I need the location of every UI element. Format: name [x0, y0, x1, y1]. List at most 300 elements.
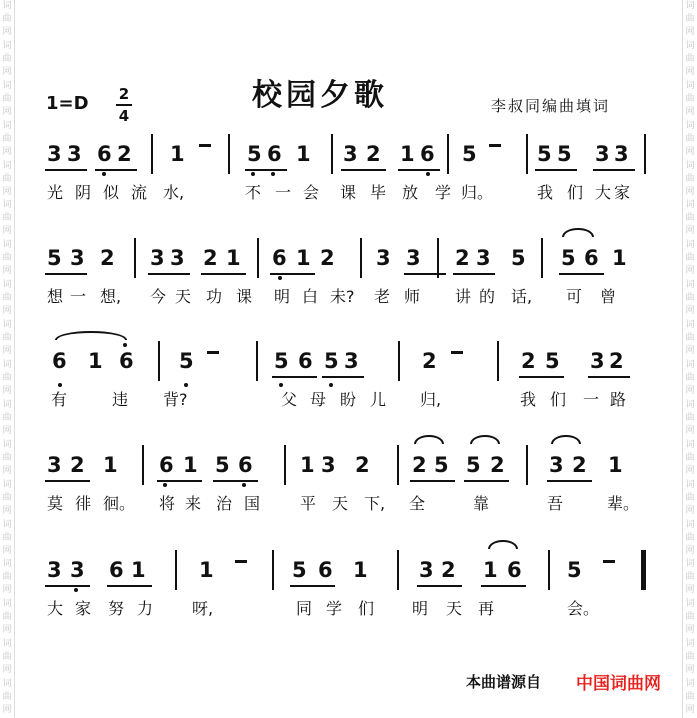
barline: [548, 550, 550, 590]
octave-dot: [242, 483, 246, 487]
barline: [497, 341, 499, 381]
note-digit: 3: [419, 558, 434, 582]
note-digit: 6: [420, 142, 435, 166]
eighth-beam: [593, 169, 635, 171]
note-digit: 6: [272, 246, 287, 270]
note-digit: 3: [614, 142, 629, 166]
note-digit: 2: [412, 453, 427, 477]
note-digit: 2: [366, 142, 381, 166]
note-digit: 5: [545, 349, 560, 373]
eighth-beam: [45, 480, 90, 482]
note-digit: 2: [320, 246, 335, 270]
lyric-syllable: 今: [150, 287, 167, 306]
lyric-syllable: 明: [274, 287, 291, 306]
eighth-beam: [45, 585, 90, 587]
watermark-glyph: 曲: [685, 412, 695, 423]
watermark-glyph: 曲: [2, 612, 12, 623]
lyric-syllable: 我: [520, 390, 537, 409]
watermark-glyph: 词: [685, 399, 695, 410]
watermark-glyph: 网: [685, 585, 695, 596]
score-system: [0, 445, 697, 530]
note-digit: 1: [131, 558, 146, 582]
watermark-glyph: 网: [2, 306, 12, 317]
note-digit: 2: [117, 142, 132, 166]
octave-dot: [102, 172, 106, 176]
watermark-glyph: 网: [685, 386, 695, 397]
watermark-glyph: 词: [685, 439, 695, 450]
watermark-glyph: 词: [685, 519, 695, 530]
eighth-beam: [404, 273, 446, 275]
lyric-syllable: 未?: [330, 287, 355, 306]
sustain-dash: [235, 560, 247, 563]
score-system: [0, 238, 697, 323]
lyric-syllable: 大: [47, 599, 64, 618]
lyric-syllable: 一: [70, 287, 87, 306]
lyric-syllable: 盼: [340, 390, 357, 409]
octave-dot: [58, 383, 62, 387]
lyric-syllable: 母: [310, 390, 327, 409]
watermark-glyph: 网: [685, 306, 695, 317]
barline: [256, 341, 258, 381]
barline: [257, 238, 259, 278]
lyric-syllable: 曾: [600, 287, 617, 306]
watermark-glyph: 曲: [685, 293, 695, 304]
watermark-glyph: 网: [685, 346, 695, 357]
watermark-glyph: 曲: [2, 53, 12, 64]
lyric-syllable: 莫: [47, 494, 64, 513]
watermark-glyph: 词: [2, 1, 12, 11]
note-digit: 6: [97, 142, 112, 166]
octave-dot: [163, 483, 167, 487]
score-system: [0, 341, 697, 426]
watermark-glyph: 曲: [685, 492, 695, 503]
eighth-beam: [290, 585, 335, 587]
note-digit: 3: [170, 246, 185, 270]
lyric-syllable: 师: [404, 287, 421, 306]
watermark-glyph: 曲: [2, 333, 12, 344]
watermark-glyph: 词: [2, 519, 12, 530]
time-signature-line: [116, 104, 132, 106]
lyric-syllable: 们: [358, 599, 375, 618]
note-digit: 2: [441, 558, 456, 582]
watermark-glyph: 曲: [685, 692, 695, 703]
lyric-syllable: 会。: [567, 599, 600, 618]
note-digit: 6: [267, 142, 282, 166]
watermark-glyph: 网: [685, 266, 695, 277]
note-digit: 3: [70, 558, 85, 582]
watermark-glyph: 网: [2, 186, 12, 197]
watermark-glyph: 词: [2, 80, 12, 91]
lyric-syllable: 呀,: [192, 599, 214, 618]
watermark-glyph: 曲: [2, 133, 12, 144]
octave-dot: [251, 172, 255, 176]
barline: [228, 134, 230, 174]
lyric-syllable: 归,: [420, 390, 442, 409]
lyric-syllable: 再: [478, 599, 495, 618]
eighth-beam: [341, 169, 386, 171]
lyric-syllable: 们: [567, 183, 584, 202]
lyric-syllable: 路: [610, 390, 627, 409]
note-digit: 5: [247, 142, 262, 166]
lyric-syllable: 的: [479, 287, 496, 306]
note-digit: 6: [584, 246, 599, 270]
watermark-glyph: 网: [2, 665, 12, 676]
lyric-syllable: 课: [236, 287, 253, 306]
watermark-glyph: 曲: [685, 93, 695, 104]
watermark-glyph: 网: [2, 106, 12, 117]
eighth-beam: [322, 376, 364, 378]
lyric-syllable: 光: [47, 183, 64, 202]
lyric-syllable: 背?: [163, 390, 188, 409]
note-digit: 5: [324, 349, 339, 373]
lyric-syllable: 有: [51, 390, 68, 409]
note-digit: 3: [476, 246, 491, 270]
watermark-glyph: 网: [2, 27, 12, 37]
slur-arc: [551, 435, 581, 444]
eighth-beam: [245, 169, 287, 171]
lyric-syllable: 功: [206, 287, 223, 306]
note-digit: 3: [321, 453, 336, 477]
note-digit: 5: [511, 246, 526, 270]
watermark-glyph: 曲: [2, 14, 12, 24]
watermark-glyph: 词: [2, 639, 12, 650]
eighth-beam: [588, 376, 630, 378]
watermark-glyph: 曲: [685, 452, 695, 463]
watermark-glyph: 曲: [2, 692, 12, 703]
watermark-glyph: 词: [685, 40, 695, 51]
note-digit: 3: [70, 246, 85, 270]
lyric-syllable: 可: [566, 287, 583, 306]
watermark-glyph: 词: [685, 360, 695, 371]
eighth-beam: [95, 169, 137, 171]
barline: [397, 445, 399, 485]
note-digit: 2: [355, 453, 370, 477]
lyric-syllable: 老: [374, 287, 391, 306]
barline: [331, 134, 333, 174]
note-digit: 3: [344, 349, 359, 373]
barline: [158, 341, 160, 381]
watermark-glyph: 词: [2, 120, 12, 131]
note-digit: 6: [507, 558, 522, 582]
note-digit: 2: [203, 246, 218, 270]
lyric-syllable: 似: [103, 183, 120, 202]
score-system: [0, 134, 697, 219]
lyric-syllable: 放: [402, 183, 419, 202]
lyric-syllable: 同: [296, 599, 313, 618]
lyric-syllable: 吾: [547, 494, 564, 513]
lyric-syllable: 儿: [370, 390, 387, 409]
lyric-syllable: 父: [281, 390, 298, 409]
watermark-glyph: 词: [2, 240, 12, 251]
eighth-beam: [547, 480, 592, 482]
watermark-glyph: 词: [2, 320, 12, 331]
barline: [151, 134, 153, 174]
watermark-glyph: 网: [685, 465, 695, 476]
lyric-syllable: 来: [185, 494, 202, 513]
watermark-glyph: 曲: [2, 173, 12, 184]
watermark-glyph: 词: [2, 679, 12, 690]
watermark-glyph: 网: [685, 545, 695, 556]
note-digit: 1: [88, 349, 103, 373]
eighth-beam: [481, 585, 526, 587]
sustain-dash: [603, 560, 615, 563]
lyric-syllable: 白: [302, 287, 319, 306]
note-digit: 3: [549, 453, 564, 477]
note-digit: 5: [179, 349, 194, 373]
barline: [284, 445, 286, 485]
note-digit: 5: [215, 453, 230, 477]
watermark-glyph: 网: [685, 66, 695, 77]
eighth-beam: [398, 169, 440, 171]
note-digit: 3: [47, 453, 62, 477]
lyric-syllable: 天: [332, 494, 349, 513]
watermark-glyph: 词: [2, 599, 12, 610]
lyric-syllable: 家: [614, 183, 631, 202]
lyric-syllable: 天: [446, 599, 463, 618]
note-digit: 5: [561, 246, 576, 270]
time-signature: [116, 86, 132, 124]
watermark-glyph: 网: [685, 505, 695, 516]
eighth-beam: [464, 480, 509, 482]
watermark-glyph: 曲: [2, 412, 12, 423]
octave-dot: [279, 383, 283, 387]
score-system: [0, 550, 697, 635]
watermark-glyph: 网: [2, 705, 12, 716]
watermark-glyph: 曲: [2, 452, 12, 463]
watermark-glyph: 词: [2, 479, 12, 490]
watermark-glyph: 词: [2, 160, 12, 171]
lyric-syllable: 不: [245, 183, 262, 202]
eighth-beam: [45, 169, 87, 171]
lyric-syllable: 一: [275, 183, 292, 202]
watermark-glyph: 词: [685, 559, 695, 570]
lyric-syllable: 流: [131, 183, 148, 202]
octave-dot: [184, 383, 188, 387]
lyric-syllable: 辈。: [607, 494, 640, 513]
note-digit: 2: [490, 453, 505, 477]
watermark-glyph: 网: [2, 505, 12, 516]
note-digit: 6: [159, 453, 174, 477]
lyric-syllable: 家: [75, 599, 92, 618]
lyric-syllable: 阴: [75, 183, 92, 202]
eighth-beam: [107, 585, 152, 587]
footer-site-name[interactable]: 中国词曲网: [576, 674, 661, 694]
barline: [397, 550, 399, 590]
slur-arc: [470, 435, 500, 444]
watermark-glyph: 词: [685, 120, 695, 131]
eighth-beam: [559, 273, 604, 275]
note-digit: 3: [47, 558, 62, 582]
octave-dot: [329, 383, 333, 387]
note-digit: 1: [183, 453, 198, 477]
sustain-dash: [489, 144, 501, 147]
watermark-glyph: 曲: [685, 532, 695, 543]
octave-dot: [426, 172, 430, 176]
lyric-syllable: 大: [595, 183, 612, 202]
barline: [398, 341, 400, 381]
note-digit: 3: [376, 246, 391, 270]
watermark-glyph: 曲: [685, 572, 695, 583]
watermark-glyph: 网: [2, 266, 12, 277]
watermark-glyph: 词: [685, 599, 695, 610]
watermark-glyph: 词: [2, 360, 12, 371]
note-digit: 5: [557, 142, 572, 166]
lyric-syllable: 想: [47, 287, 64, 306]
barline: [437, 238, 439, 278]
lyric-syllable: 水,: [163, 183, 185, 202]
barline: [272, 550, 274, 590]
watermark-glyph: 曲: [685, 133, 695, 144]
watermark-glyph: 词: [685, 80, 695, 91]
slur-arc: [562, 228, 594, 237]
sustain-dash: [451, 351, 463, 354]
note-digit: 2: [422, 349, 437, 373]
watermark-glyph: 网: [685, 705, 695, 716]
note-digit: 5: [434, 453, 449, 477]
watermark-glyph: 词: [685, 240, 695, 251]
note-digit: 2: [609, 349, 624, 373]
watermark-glyph: 网: [2, 465, 12, 476]
note-digit: 2: [572, 453, 587, 477]
eighth-beam: [519, 376, 564, 378]
composer-credit: 李叔同编曲填词: [491, 97, 611, 115]
note-digit: 1: [103, 453, 118, 477]
watermark-glyph: 曲: [685, 14, 695, 24]
lyric-syllable: 会: [303, 183, 320, 202]
note-digit: 5: [537, 142, 552, 166]
watermark-glyph: 词: [685, 479, 695, 490]
note-digit: 1: [353, 558, 368, 582]
watermark-glyph: 网: [2, 585, 12, 596]
barline: [541, 238, 543, 278]
watermark-glyph: 词: [2, 439, 12, 450]
watermark-glyph: 曲: [685, 333, 695, 344]
note-digit: 6: [109, 558, 124, 582]
note-digit: 1: [296, 142, 311, 166]
lyric-syllable: 课: [340, 183, 357, 202]
lyric-syllable: 治: [216, 494, 233, 513]
watermark-glyph: 词: [2, 40, 12, 51]
note-digit: 3: [67, 142, 82, 166]
lyric-syllable: 国: [244, 494, 261, 513]
song-title: 校园夕歌: [252, 78, 388, 113]
note-digit: 5: [47, 246, 62, 270]
watermark-glyph: 网: [685, 226, 695, 237]
watermark-glyph: 曲: [685, 612, 695, 623]
octave-dot: [278, 276, 282, 280]
watermark-glyph: 词: [685, 160, 695, 171]
eighth-beam: [410, 480, 455, 482]
footer-source-label: 本曲谱源自: [466, 673, 542, 691]
note-digit: 2: [521, 349, 536, 373]
eighth-beam: [535, 169, 577, 171]
watermark-glyph: 词: [2, 399, 12, 410]
note-digit: 2: [100, 246, 115, 270]
watermark-glyph: 曲: [2, 572, 12, 583]
note-digit: 1: [483, 558, 498, 582]
lyric-syllable: 我: [537, 183, 554, 202]
barline: [526, 445, 528, 485]
note-digit: 6: [119, 349, 134, 373]
lyric-syllable: 平: [300, 494, 317, 513]
watermark-glyph: 曲: [685, 253, 695, 264]
note-digit: 6: [52, 349, 67, 373]
watermark-glyph: 网: [2, 346, 12, 357]
watermark-glyph: 网: [2, 226, 12, 237]
watermark-glyph: 曲: [2, 373, 12, 384]
lyric-syllable: 徊。: [103, 494, 136, 513]
note-digit: 2: [455, 246, 470, 270]
eighth-beam: [213, 480, 258, 482]
octave-dot: [123, 343, 127, 347]
lyric-syllable: 学: [326, 599, 343, 618]
eighth-beam: [272, 376, 317, 378]
watermark-glyph: 网: [685, 146, 695, 157]
note-digit: 1: [199, 558, 214, 582]
note-digit: 5: [292, 558, 307, 582]
watermark-glyph: 网: [685, 425, 695, 436]
time-signature-numerator: 2: [118, 85, 130, 103]
note-digit: 1: [300, 453, 315, 477]
lyric-syllable: 归。: [461, 183, 494, 202]
lyric-syllable: 力: [137, 599, 154, 618]
note-digit: 5: [274, 349, 289, 373]
watermark-glyph: 网: [2, 386, 12, 397]
watermark-glyph: 网: [2, 625, 12, 636]
barline: [175, 550, 177, 590]
eighth-beam: [417, 585, 462, 587]
note-digit: 3: [595, 142, 610, 166]
watermark-glyph: 词: [2, 200, 12, 211]
watermark-glyph: 网: [685, 106, 695, 117]
lyric-syllable: 话,: [511, 287, 533, 306]
watermark-glyph: 曲: [2, 213, 12, 224]
barline: [644, 134, 646, 174]
watermark-glyph: 网: [2, 146, 12, 157]
eighth-beam: [201, 273, 246, 275]
note-digit: 3: [150, 246, 165, 270]
note-digit: 1: [170, 142, 185, 166]
watermark-glyph: 词: [2, 280, 12, 291]
watermark-glyph: 曲: [2, 532, 12, 543]
watermark-glyph: 词: [685, 320, 695, 331]
note-digit: 6: [318, 558, 333, 582]
note-digit: 1: [608, 453, 623, 477]
key-signature: 1=D: [46, 93, 89, 114]
lyric-syllable: 们: [550, 390, 567, 409]
lyric-syllable: 学: [435, 183, 452, 202]
watermark-glyph: 网: [685, 27, 695, 37]
slur-arc: [414, 435, 444, 444]
watermark-glyph: 曲: [685, 373, 695, 384]
slur-arc: [55, 331, 127, 340]
eighth-beam: [453, 273, 495, 275]
barline: [134, 238, 136, 278]
watermark-glyph: 曲: [2, 93, 12, 104]
final-barline: [641, 550, 646, 590]
lyric-syllable: 徘: [75, 494, 92, 513]
barline: [360, 238, 362, 278]
sustain-dash: [199, 144, 211, 147]
note-digit: 3: [343, 142, 358, 166]
watermark-glyph: 网: [685, 665, 695, 676]
lyric-syllable: 将: [159, 494, 176, 513]
lyric-syllable: 靠: [473, 494, 490, 513]
watermark-glyph: 曲: [2, 652, 12, 663]
watermark-glyph: 曲: [2, 253, 12, 264]
watermark-glyph: 网: [685, 186, 695, 197]
lyric-syllable: 讲: [455, 287, 472, 306]
